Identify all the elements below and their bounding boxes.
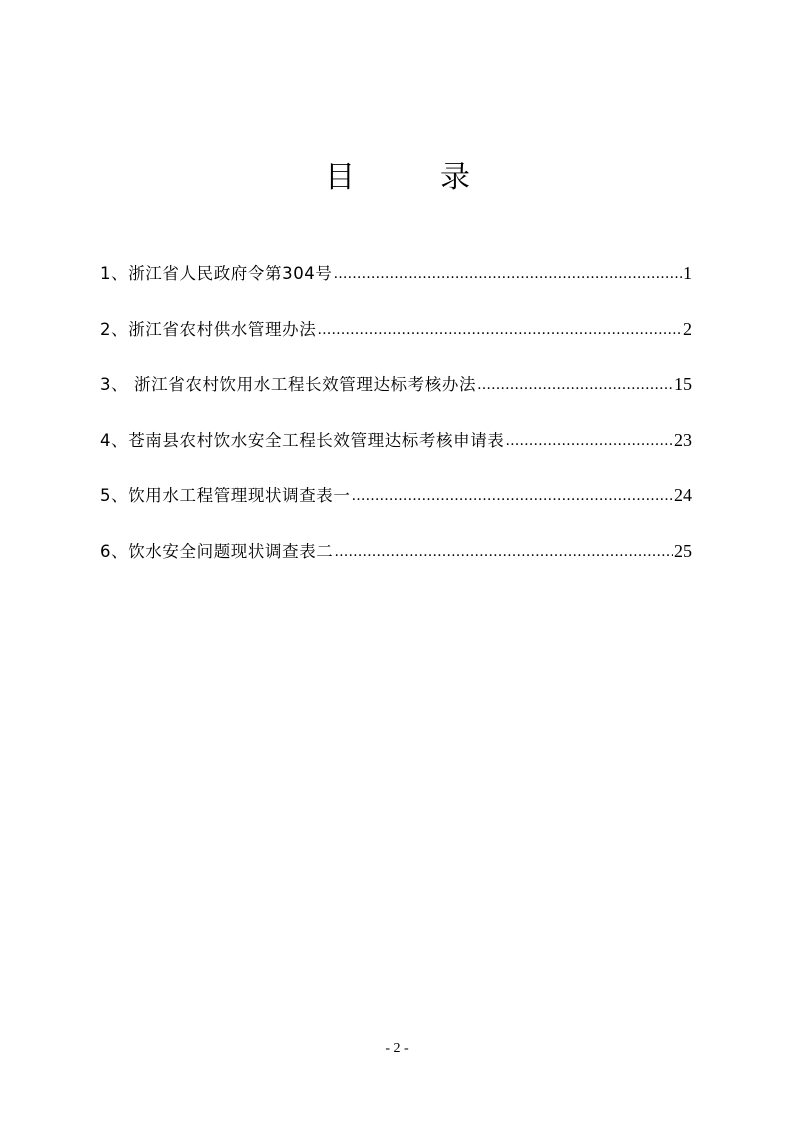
toc-entry-label: 3、 浙江省农村饮用水工程长效管理达标考核办法 bbox=[100, 375, 477, 394]
toc-entry-label: 5、饮用水工程管理现状调查表一 bbox=[100, 486, 351, 505]
table-of-contents bbox=[100, 259, 692, 592]
toc-entry-4[interactable] bbox=[100, 426, 692, 454]
toc-dot-leader bbox=[317, 316, 682, 343]
title-char-lu: 录 bbox=[440, 160, 470, 195]
toc-entry-page: 25 bbox=[674, 540, 692, 561]
title-char-mu: 目 bbox=[325, 160, 355, 195]
toc-entry-page: 23 bbox=[674, 429, 692, 450]
toc-entry-page: 15 bbox=[674, 374, 692, 394]
toc-entry-5[interactable] bbox=[100, 481, 692, 509]
toc-entry-2[interactable] bbox=[100, 315, 692, 343]
toc-entry-page: 2 bbox=[683, 318, 692, 339]
toc-dot-leader bbox=[505, 427, 673, 454]
toc-dot-leader bbox=[334, 538, 673, 565]
toc-entry-1[interactable] bbox=[100, 259, 692, 287]
toc-dot-leader bbox=[334, 260, 683, 287]
toc-entry-label: 6、饮水安全问题现状调查表二 bbox=[100, 541, 334, 561]
page-title bbox=[0, 158, 794, 198]
toc-entry-6[interactable] bbox=[100, 537, 692, 565]
toc-entry-label: 2、浙江省农村供水管理办法 bbox=[100, 319, 317, 339]
toc-entry-3[interactable] bbox=[100, 370, 692, 398]
toc-dot-leader bbox=[352, 482, 674, 509]
toc-entry-label: 4、苍南县农村饮水安全工程长效管理达标考核申请表 bbox=[100, 430, 505, 450]
toc-entry-page: 24 bbox=[674, 485, 692, 505]
toc-entry-label: 1、浙江省人民政府令第304号 bbox=[100, 264, 333, 283]
page-number: - 2 - bbox=[385, 1041, 409, 1056]
toc-dot-leader bbox=[477, 371, 673, 398]
toc-entry-page: 1 bbox=[683, 263, 692, 283]
